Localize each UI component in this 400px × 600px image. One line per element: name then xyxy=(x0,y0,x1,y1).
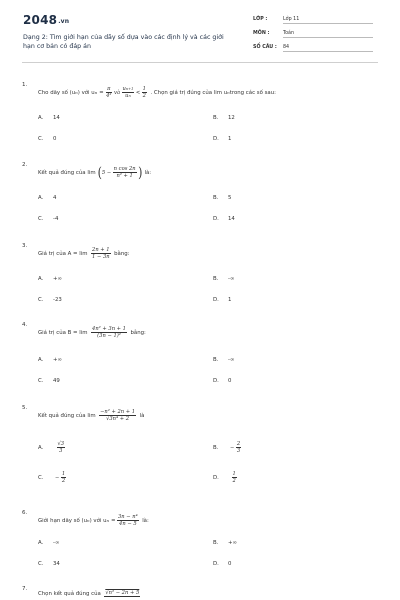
fraction xyxy=(117,514,139,527)
fraction xyxy=(142,86,147,99)
option-value: 5 xyxy=(228,195,232,201)
question-text xyxy=(38,166,151,179)
option-value: 1 xyxy=(228,136,232,142)
q-text-part: Giá trị của B = lim xyxy=(38,329,88,336)
q-text-part: Kết quả đúng của lim xyxy=(38,412,96,419)
option-value: -23 xyxy=(53,297,62,303)
option-value: 0 xyxy=(228,561,232,567)
option-value: +∞ xyxy=(53,276,63,282)
denominator xyxy=(124,93,132,99)
denominator: n² + 1 xyxy=(116,173,133,179)
q-eq: = xyxy=(111,517,116,524)
option-a[interactable] xyxy=(38,540,59,546)
option-value: 1 xyxy=(228,297,232,303)
option-label: D. xyxy=(213,561,219,567)
option-label: B. xyxy=(213,357,219,363)
question-number: 1. xyxy=(22,82,28,88)
option-c[interactable] xyxy=(38,136,56,142)
question-count-row xyxy=(253,45,377,52)
question-text xyxy=(38,409,144,422)
numerator: 1 xyxy=(232,471,236,477)
option-value: 14 xyxy=(228,216,235,222)
question-text xyxy=(38,514,149,527)
option-label: C. xyxy=(38,378,44,384)
q-formula xyxy=(90,326,129,339)
denominator: 2 xyxy=(232,478,236,484)
numerator: n cos 2n xyxy=(113,166,136,172)
option-label: A. xyxy=(38,357,44,363)
q-five: 5 − xyxy=(101,169,112,176)
numerator: 1 xyxy=(61,471,66,477)
class-value: Lớp 11 xyxy=(283,17,373,24)
option-value: 49 xyxy=(53,378,60,384)
option-label: A. xyxy=(38,195,44,201)
q-lt: < xyxy=(135,89,141,96)
q-text-part: bằng: xyxy=(114,250,130,257)
subject-key: MÔN : xyxy=(253,31,270,36)
question-text xyxy=(38,247,130,260)
q-text-part: Giá trị của A = lim xyxy=(38,250,88,257)
option-value xyxy=(55,441,67,454)
option-label: D. xyxy=(213,474,219,481)
option-label: A. xyxy=(38,276,44,282)
q-formula xyxy=(98,409,138,422)
fraction xyxy=(61,471,66,484)
fraction xyxy=(104,590,140,597)
option-d[interactable] xyxy=(213,297,231,303)
q-eq: = xyxy=(99,89,104,96)
question-number: 4. xyxy=(22,322,28,328)
option-label: A. xyxy=(38,115,44,121)
option-value: -∞ xyxy=(228,276,235,282)
q-text-part: Chọn kết quả đúng của xyxy=(38,590,101,597)
option-c[interactable] xyxy=(38,378,60,384)
option-value: 14 xyxy=(53,115,60,121)
option-b[interactable] xyxy=(213,115,235,121)
q-sub: n xyxy=(227,90,230,95)
site-logo[interactable] xyxy=(23,13,69,27)
question-number: 2. xyxy=(22,162,28,168)
denominator: 2 xyxy=(142,93,146,99)
option-b[interactable] xyxy=(213,540,237,546)
denominator-base: u xyxy=(125,93,129,99)
q-text-part: Cho dãy số (u xyxy=(38,89,76,96)
question-text xyxy=(38,86,276,99)
option-d[interactable] xyxy=(213,471,240,484)
fraction xyxy=(105,86,112,99)
numerator: −n² + 2n + 1 xyxy=(100,409,136,415)
option-a[interactable] xyxy=(38,276,62,282)
subject-value: Toán xyxy=(283,31,373,38)
option-d[interactable] xyxy=(213,216,235,222)
worksheet-header xyxy=(0,0,400,62)
option-a[interactable] xyxy=(38,441,69,454)
q-text-part: là xyxy=(139,412,145,419)
option-value: 0 xyxy=(53,136,57,142)
q-formula xyxy=(99,86,148,99)
q-text-part: là: xyxy=(142,517,149,524)
fraction xyxy=(99,409,136,422)
option-label: C. xyxy=(38,561,44,567)
fraction xyxy=(91,247,111,260)
option-c[interactable] xyxy=(38,216,58,222)
q-sub: n xyxy=(75,90,78,95)
option-label: C. xyxy=(38,136,44,142)
option-label: D. xyxy=(213,378,219,384)
option-label: B. xyxy=(213,276,219,282)
q-sub: n xyxy=(106,518,110,523)
numerator: π xyxy=(107,86,111,92)
q-formula xyxy=(98,166,143,179)
option-label: C. xyxy=(38,216,44,222)
option-a[interactable] xyxy=(38,195,56,201)
option-d[interactable] xyxy=(213,136,231,142)
question-number: 6. xyxy=(22,510,28,516)
fraction xyxy=(122,86,135,99)
fraction xyxy=(113,166,137,179)
q-text-part: trong các số sau: xyxy=(229,89,276,96)
fraction xyxy=(57,441,66,454)
logo-suffix: .vn xyxy=(58,18,70,25)
q-text-part: ) với u xyxy=(89,517,107,524)
question-number: 3. xyxy=(22,243,28,249)
numerator: 1 xyxy=(142,86,146,92)
option-label: D. xyxy=(213,216,219,222)
header-divider xyxy=(22,62,378,63)
option-a[interactable] xyxy=(38,357,62,363)
q-text-part: Giới hạn dãy số (u xyxy=(38,517,88,524)
option-d[interactable] xyxy=(213,378,231,384)
numerator: 3n − n⁴ xyxy=(117,514,138,520)
denominator-sub: n xyxy=(128,94,131,98)
numerator: 2n + 1 xyxy=(92,247,110,253)
numerator: √n² − 2n + 5 xyxy=(105,590,140,596)
denominator: 3 xyxy=(59,448,63,454)
q-text-part: bằng: xyxy=(130,329,146,336)
denominator: (3n − 1)² xyxy=(97,333,121,339)
question-number: 7. xyxy=(22,586,28,592)
logo-text: 2048 xyxy=(23,13,58,27)
numerator-sub: n+1 xyxy=(125,87,134,91)
option-value: -∞ xyxy=(53,540,60,546)
fraction xyxy=(91,326,127,339)
fraction xyxy=(236,441,241,454)
denominator: 4² xyxy=(106,93,112,99)
numerator: 4n² + 3n + 1 xyxy=(92,326,126,332)
q-text-part: ) với u xyxy=(77,89,95,96)
class-key: LỚP : xyxy=(253,17,268,22)
denominator: 1 − 3n xyxy=(92,254,110,260)
option-label: B. xyxy=(213,115,219,121)
denominator: 3 xyxy=(236,448,241,454)
denominator: 4n − 5 xyxy=(119,521,137,527)
option-d[interactable] xyxy=(213,561,231,567)
count-value: 84 xyxy=(283,45,373,52)
option-b[interactable] xyxy=(213,357,234,363)
q-text-part: . Chọn giá trị đúng của lim u xyxy=(150,89,228,96)
option-value xyxy=(230,471,238,484)
question-number: 5. xyxy=(22,405,28,411)
option-c[interactable] xyxy=(38,471,70,484)
option-value: 34 xyxy=(53,561,60,567)
option-value: 0 xyxy=(228,378,232,384)
denominator: 2 xyxy=(61,478,66,484)
fraction xyxy=(232,471,237,484)
option-value: +∞ xyxy=(53,357,63,363)
option-label: C. xyxy=(38,297,44,303)
count-key: SỐ CÂU : xyxy=(253,45,277,50)
option-value: +∞ xyxy=(228,540,238,546)
left-paren: ( xyxy=(97,164,102,181)
q-sub: n xyxy=(94,90,98,95)
class-row xyxy=(253,17,377,24)
denominator: √3n⁴ + 2 xyxy=(106,416,130,422)
q-and: và xyxy=(114,89,121,96)
numerator: √3 xyxy=(57,441,65,447)
option-label: A. xyxy=(38,540,44,546)
option-label: D. xyxy=(213,136,219,142)
worksheet-title: Dạng 2: Tìm giới hạn của dãy số dựa vào các định lý và các giới hạn cơ bản có đáp án xyxy=(23,34,224,50)
option-value: 4 xyxy=(53,195,57,201)
option-label: B. xyxy=(213,540,219,546)
option-a[interactable] xyxy=(38,115,60,121)
option-value: 12 xyxy=(228,115,235,121)
q-text-part: Kết quả đúng của lim xyxy=(38,169,96,176)
option-value: -4 xyxy=(53,216,59,222)
q-text-part: là: xyxy=(144,169,152,176)
numerator: 2 xyxy=(236,441,241,447)
option-c[interactable] xyxy=(38,561,60,567)
subject-row xyxy=(253,31,377,38)
option-value: − $\frac{2}{3}$ xyxy=(230,441,241,454)
question-text xyxy=(38,590,144,597)
q-sub: n xyxy=(87,518,90,523)
q-formula xyxy=(90,247,113,260)
option-label: A. xyxy=(38,444,44,451)
option-value: − $\frac{1}{2}$ xyxy=(55,471,66,484)
option-label: B. xyxy=(213,195,219,201)
numerator-base: u xyxy=(122,86,126,92)
question-text xyxy=(38,326,146,339)
option-label: B. xyxy=(213,444,219,451)
option-b[interactable] xyxy=(213,276,234,282)
option-value: -∞ xyxy=(228,357,235,363)
option-c[interactable] xyxy=(38,297,62,303)
option-b[interactable] xyxy=(213,441,245,454)
option-label: C. xyxy=(38,474,44,481)
numerator xyxy=(122,86,135,93)
option-label: D. xyxy=(213,297,219,303)
option-b[interactable] xyxy=(213,195,231,201)
q-formula xyxy=(111,514,140,527)
q-formula xyxy=(103,590,142,597)
right-paren: ) xyxy=(138,164,143,181)
